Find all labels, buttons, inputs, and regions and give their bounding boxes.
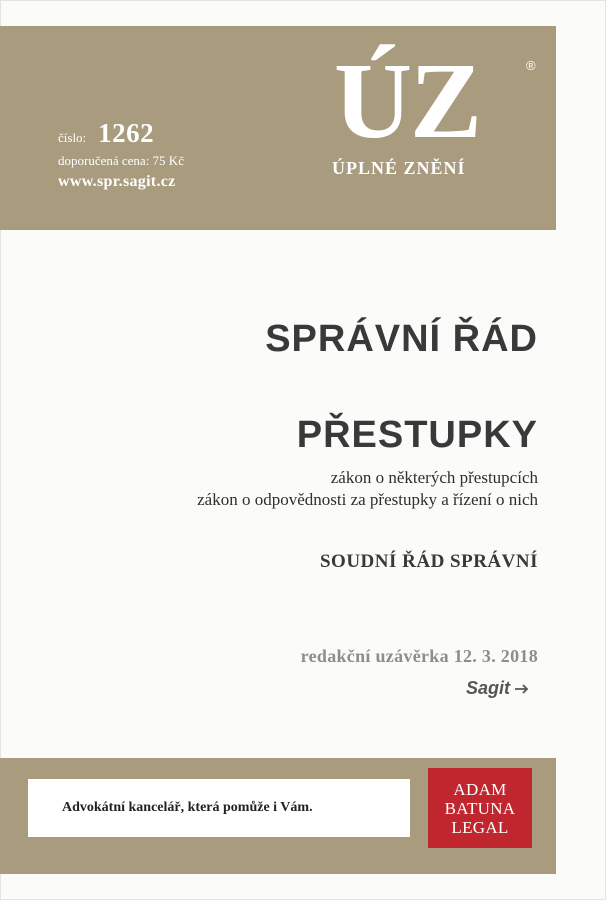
adam-batuna-legal-logo — [428, 768, 532, 848]
issue-number-label: číslo: — [58, 130, 87, 145]
ad-slogan: Advokátní kancelář, která pomůže i Vám. — [62, 800, 313, 815]
subtitle-line-1: zákon o některých přestupcích — [330, 468, 538, 487]
ad-logo-line-2: BATUNA — [444, 798, 516, 818]
subtitle-line-2: zákon o odpovědnosti za přestupky a řízení o nich — [197, 490, 538, 509]
title-spravni-rad: SPRÁVNÍ ŘÁD — [265, 318, 538, 360]
subtitle-block — [197, 467, 538, 511]
issue-info — [58, 118, 184, 191]
ad-logo-line-1: ADAM — [453, 779, 507, 799]
website-link: www.spr.sagit.cz — [58, 173, 176, 190]
title-soudni-rad: SOUDNÍ ŘÁD SPRÁVNÍ — [319, 551, 538, 572]
issue-number-row — [58, 118, 184, 149]
editorial-deadline: redakční uzávěrka 12. 3. 2018 — [300, 646, 538, 666]
uz-logo — [320, 42, 548, 179]
sagit-logo-text: Sagit — [466, 678, 511, 698]
ad-logo-line-3: LEGAL — [451, 817, 509, 837]
issue-number: 1262 — [98, 118, 155, 148]
registered-mark: ® — [526, 58, 536, 73]
uz-logo-subtitle: ÚPLNÉ ZNĚNÍ — [332, 158, 466, 178]
recommended-price: doporučená cena: 75 Kč — [58, 153, 184, 168]
sagit-logo — [466, 678, 531, 699]
uz-logo-main: ÚZ — [334, 42, 481, 161]
sagit-arrow-icon — [515, 683, 531, 695]
title-prestupky: PŘESTUPKY — [296, 414, 538, 456]
